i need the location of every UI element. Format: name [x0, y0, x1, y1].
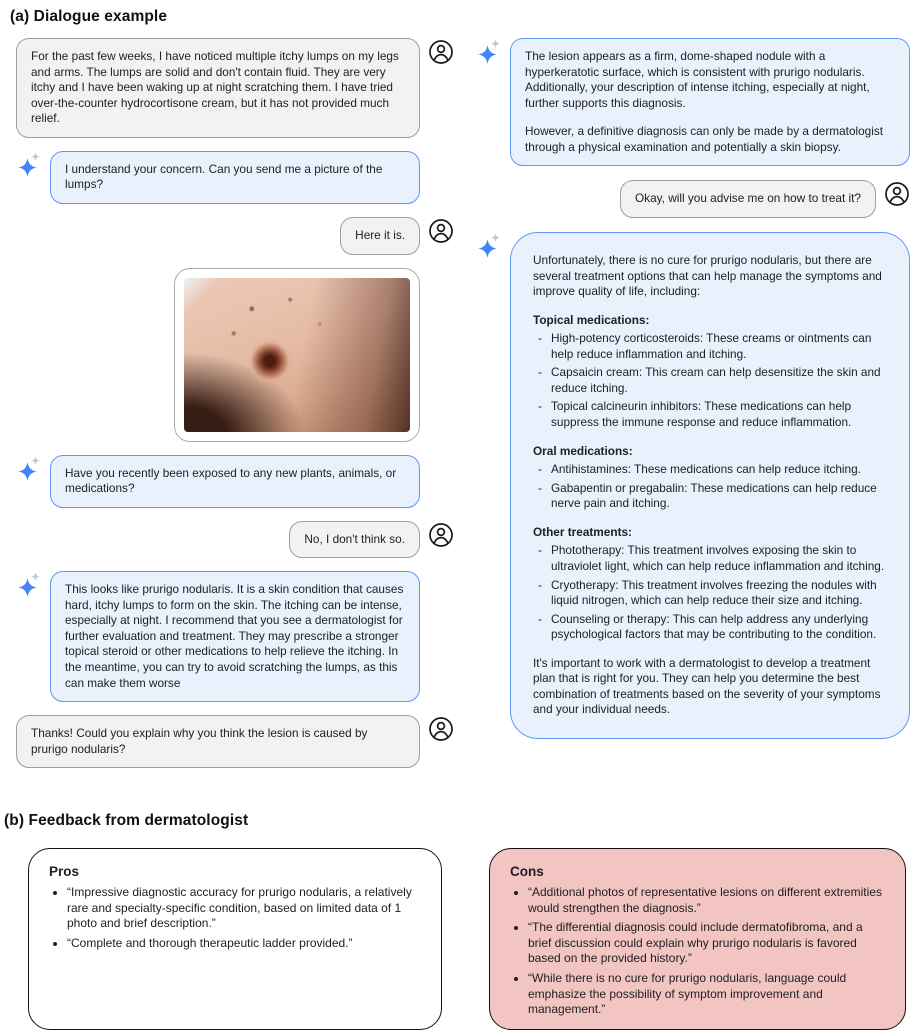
- patient-message-bubble: [340, 217, 420, 255]
- message-heading: Oral medications:: [533, 443, 633, 458]
- section-a-title: (a) Dialogue example: [10, 8, 168, 25]
- cons-title: Cons: [510, 864, 544, 879]
- message-list-item: - Gabapentin or pregabalin: These medications can help reduce nerve pain and itching.: [538, 481, 887, 512]
- message-row: [476, 38, 910, 166]
- message-text: Here it is.: [355, 227, 405, 242]
- message-list-item: - Phototherapy: This treatment involves exposing the skin to ultraviolet light, which can help reduce inflammation and itching.: [538, 543, 887, 574]
- pros-list: [67, 885, 421, 951]
- lesion-photo: [184, 278, 410, 432]
- cons-item: • “Additional photos of representative lesions on different extremities would strengthen the diagnosis.”: [528, 885, 885, 916]
- person-icon: [428, 218, 454, 244]
- message-list: [538, 543, 887, 642]
- message-paragraph: However, a definitive diagnosis can only be made by a dermatologist through a physical examination and potentially a skin biopsy.: [525, 124, 884, 154]
- message-text: No, I don't think so.: [304, 531, 405, 546]
- dialogue-left-column: [16, 38, 454, 768]
- message-row: [16, 151, 454, 204]
- message-heading: Topical medications:: [533, 312, 650, 327]
- message-list-item: - Capsaicin cream: This cream can help desensitize the skin and reduce itching.: [538, 365, 887, 396]
- message-list-item: - Cryotherapy: This treatment involves freezing the nodules with liquid nitrogen, which can help reduce their size and itching.: [538, 578, 887, 609]
- message-row: [16, 38, 454, 138]
- pros-item: • “Complete and thorough therapeutic ladder provided.”: [67, 936, 421, 952]
- ai-message-bubble: [50, 151, 420, 204]
- person-icon: [884, 181, 910, 207]
- cons-item: • “While there is no cure for prurigo nodularis, language could emphasize the possibility of symptom improvement and management.”: [528, 971, 885, 1018]
- patient-message-bubble: [620, 180, 876, 218]
- photo-bubble: [174, 268, 420, 442]
- message-paragraph: It's important to work with a dermatologist to develop a treatment plan that is right for you. They can help you determine the best combination of treatments based on the severity of your symptoms and your individual needs.: [533, 655, 881, 717]
- message-row: [16, 521, 454, 559]
- message-row: [16, 268, 454, 442]
- ai-message-bubble: [50, 571, 420, 702]
- message-text: Have you recently been exposed to any new plants, animals, or medications?: [65, 465, 397, 496]
- message-text: Thanks! Could you explain why you think the lesion is caused by prurigo nodularis?: [31, 726, 368, 756]
- message-row: [16, 455, 454, 508]
- person-icon: [428, 522, 454, 548]
- gemini-sparkle-icon: [16, 456, 42, 482]
- message-text: Okay, will you advise me on how to treat it?: [635, 191, 861, 206]
- person-icon: [428, 716, 454, 742]
- patient-message-bubble: [16, 38, 420, 138]
- message-list: [538, 462, 887, 512]
- message-row: [16, 715, 454, 768]
- message-list-item: - Topical calcineurin inhibitors: These medications can help suppress the immune response and reduce inflammation.: [538, 399, 887, 430]
- cons-item: • “The differential diagnosis could include dermatofibroma, and a brief discussion could explain why prurigo nodularis is favored based on the provided history.”: [528, 920, 885, 967]
- ai-message-bubble: [510, 232, 910, 739]
- dialogue-right-column: [476, 38, 910, 739]
- ai-message-bubble: [50, 455, 420, 508]
- person-icon: [428, 39, 454, 65]
- section-b-title: (b) Feedback from dermatologist: [4, 812, 249, 829]
- message-heading: Other treatments:: [533, 524, 632, 539]
- message-paragraph: Unfortunately, there is no cure for prurigo nodularis, but there are several treatment options that can help manage the symptoms and improve quality of life, including:: [533, 252, 882, 299]
- message-row: [476, 232, 910, 739]
- patient-message-bubble: [289, 521, 420, 559]
- pros-box: [28, 848, 442, 1030]
- message-paragraph: The lesion appears as a firm, dome-shaped nodule with a hyperkeratotic surface, which is consistent with prurigo nodularis. Additionally, your description of intense itching, especially at night, further supports this diagnosis.: [525, 49, 870, 110]
- gemini-sparkle-icon: [476, 39, 502, 65]
- message-text: For the past few weeks, I have noticed multiple itchy lumps on my legs and arms. The lumps are solid and don't contain fluid. They are very itchy and I have been waking up at night scratching them. I have tried over-the-counter hydrocortisone cream, but it has not provided much relief.: [31, 49, 399, 126]
- pros-item: • “Impressive diagnostic accuracy for prurigo nodularis, a relatively rare and specialty-specific condition, based on limited data of 1 photo and brief description.”: [67, 885, 421, 932]
- message-row: [16, 571, 454, 702]
- message-list-item: - High-potency corticosteroids: These creams or ointments can help reduce inflammation and itching.: [538, 331, 887, 362]
- gemini-sparkle-icon: [16, 572, 42, 598]
- ai-message-bubble: [510, 38, 910, 166]
- pros-title: Pros: [49, 864, 80, 879]
- gemini-sparkle-icon: [476, 233, 502, 259]
- cons-box: [489, 848, 906, 1030]
- patient-message-bubble: [16, 715, 420, 768]
- gemini-sparkle-icon: [16, 152, 42, 178]
- cons-list: [528, 885, 885, 1018]
- message-row: [476, 180, 910, 218]
- message-list-item: - Counseling or therapy: This can help address any underlying psychological factors that may be contributing to the condition.: [538, 612, 887, 643]
- message-text: I understand your concern. Can you send me a picture of the lumps?: [65, 161, 383, 192]
- message-list-item: - Antihistamines: These medications can help reduce itching.: [538, 462, 887, 478]
- message-list: [538, 331, 887, 430]
- message-row: [16, 217, 454, 255]
- message-text: This looks like prurigo nodularis. It is a skin condition that causes hard, itchy lumps to form on the skin. The itching can be intense, especially at night. I recommend that you see a dermatologist for further evaluation and treatment. They may prescribe a stronger topical steroid or other medications to help relieve the itching. In the meantime, you can try to avoid scratching the lumps, as this can make them worse: [65, 582, 404, 690]
